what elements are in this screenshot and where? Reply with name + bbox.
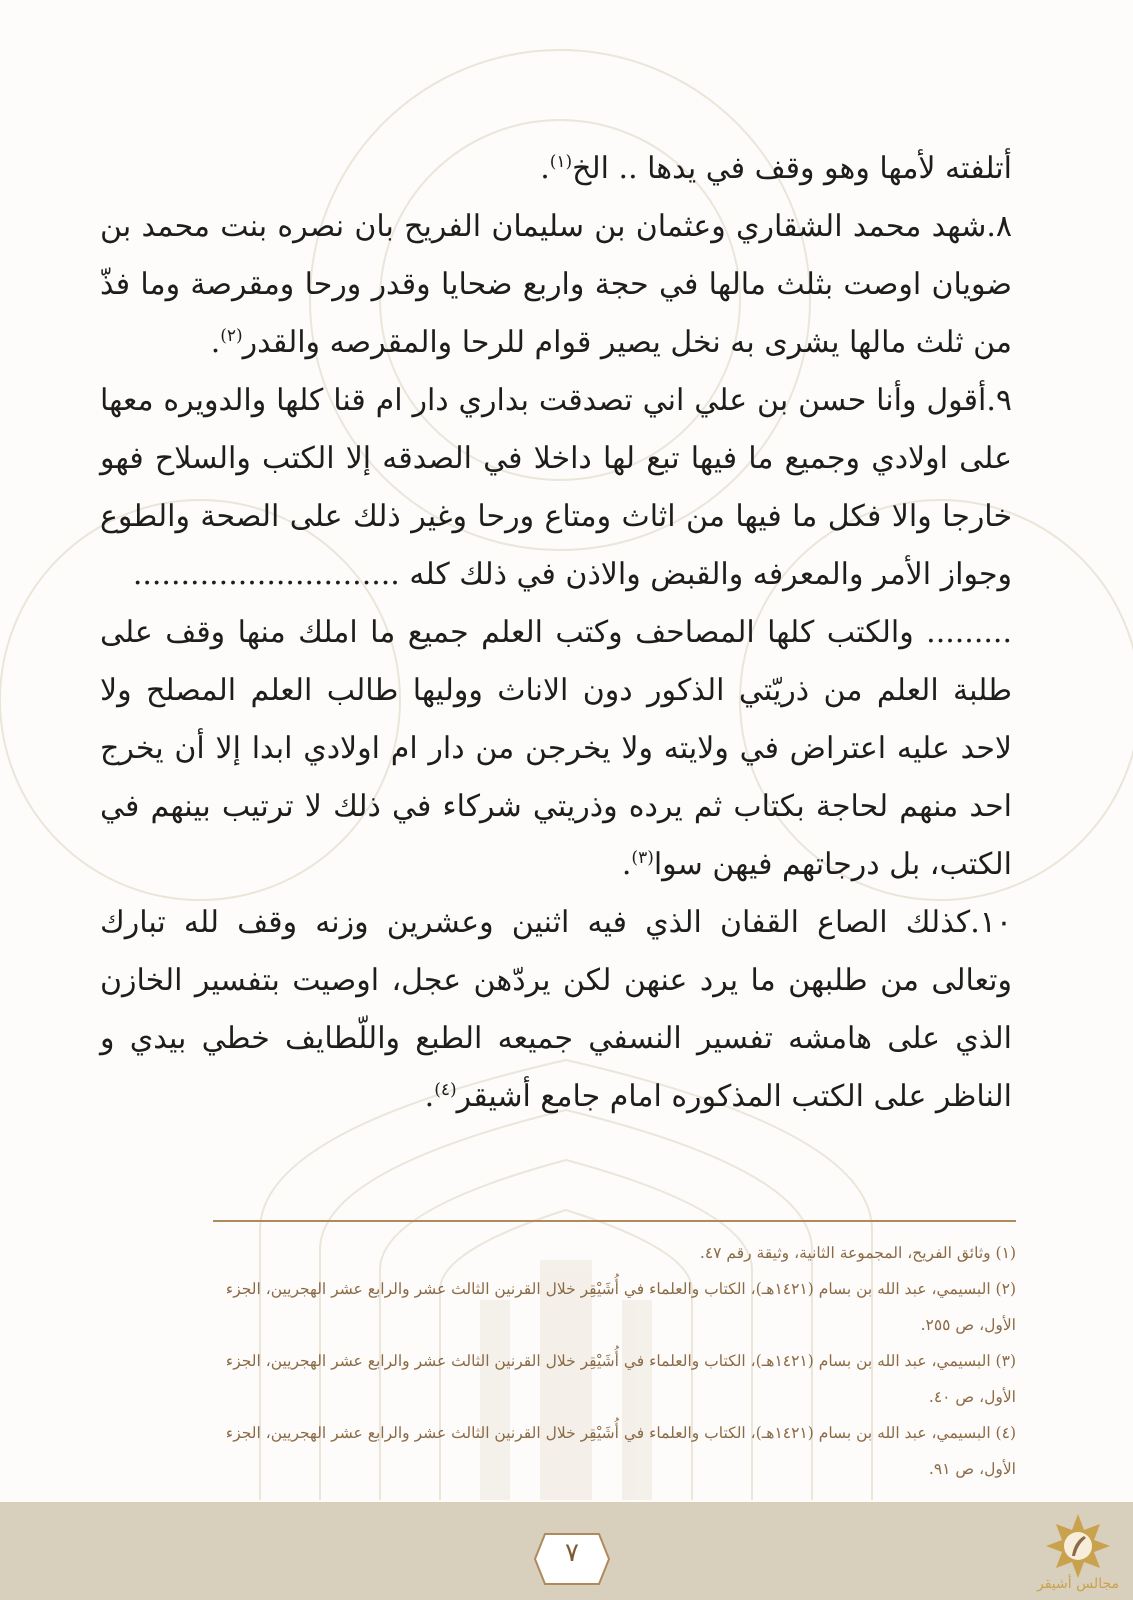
footnote-ref[interactable]: (١)	[549, 152, 573, 172]
paragraph-end: .	[540, 151, 550, 186]
main-text	[100, 140, 1012, 1126]
paragraph	[100, 604, 1012, 894]
paragraph	[100, 894, 1012, 1126]
footnote-ref[interactable]: (٤)	[434, 1080, 457, 1100]
footnote-ref[interactable]: (٢)	[220, 326, 243, 346]
footnote: (١) وثائق الفريح، المجموعة الثانية، وثيقة رقم ٤٧.	[699, 1244, 1016, 1262]
paragraph-text: ٨.شهد محمد الشقاري وعثمان بن سليمان الفريح بان نصره بنت محمد بن ضويان اوصت بثلث مالها في حجة واربع ضحايا وقدر ورحا ومقرصة وما فذّ من ثلث مالها يشرى به نخل يصير قوام للرحا والمقرصه والقدر	[100, 209, 1012, 360]
footnote-ref[interactable]: (٣)	[631, 848, 654, 868]
footnote: (٤) البسيمي، عبد الله بن بسام (١٤٢١هـ)، الكتاب والعلماء في أُشَيْقِر خلال القرنين الثالث عشر والرابع عشر الهجريين، الجزء الأول، ص ٩١.	[225, 1424, 1016, 1478]
footnote-divider	[213, 1220, 1016, 1222]
paragraph-end: .	[424, 1079, 435, 1114]
paragraph-text: أتلفته لأمها وهو وقف في يدها .. الخ	[572, 151, 1012, 186]
paragraph	[100, 372, 1012, 604]
paragraph-text: ......... والكتب كلها المصاحف وكتب العلم جميع ما املك منها وقف على طلبة العلم من ذريّتي الذكور دون الاناث ووليها طالب العلم المصلح ولا لاحد عليه اعتراض في ولايته ولا يخرجن من دار ام اولادي ابدا إلا أن يخرج احد منهم لحاجة بكتاب ثم يرده وذريتي شركاء في ذلك لا ترتيب بينهم في الكتب، بل درجاتهم فيهن سوا	[100, 615, 1012, 882]
footnote: (٢) البسيمي، عبد الله بن بسام (١٤٢١هـ)، الكتاب والعلماء في أُشَيْقِر خلال القرنين الثالث عشر والرابع عشر الهجريين، الجزء الأول، ص ٢٥٥.	[225, 1280, 1016, 1334]
logo-text: مجالس أشيقر	[1036, 1576, 1120, 1592]
paragraph	[100, 198, 1012, 372]
paragraph	[100, 140, 1012, 198]
paragraph-text: ٩.أقول وأنا حسن بن علي اني تصدقت بداري دار ام قنا كلها والدويره معها على اولادي وجميع ما فيها تبع لها داخلا في الصدقه إلا الكتب والسلاح فهو خارجا والا فكل ما فيها من اثاث ومتاع ورحا وغير ذلك على الصحة والطوع وجواز الأمر والمعرفه والقبض والاذن في ذلك كله ............................	[100, 383, 1013, 592]
paragraph-end: .	[621, 847, 632, 882]
paragraph-text: ١٠.كذلك الصاع القفان الذي فيه اثنين وعشرين وزنه وقف لله تبارك وتعالى من طلبهن ما يرد عنهن لكن يردّهن عجل، اوصيت بتفسير الخازن الذي على هامشه تفسير النسفي جميعه الطبع واللّطايف خطي بيدي و الناظر على الكتب المذكوره امام جامع أشيقر	[100, 905, 1012, 1114]
page-number: ٧	[565, 1538, 579, 1568]
footnotes	[213, 1235, 1016, 1487]
paragraph-end: .	[210, 325, 221, 360]
footnote: (٣) البسيمي، عبد الله بن بسام (١٤٢١هـ)، الكتاب والعلماء في أُشَيْقِر خلال القرنين الثالث عشر والرابع عشر الهجريين، الجزء الأول، ص ٤٠.	[225, 1352, 1016, 1406]
